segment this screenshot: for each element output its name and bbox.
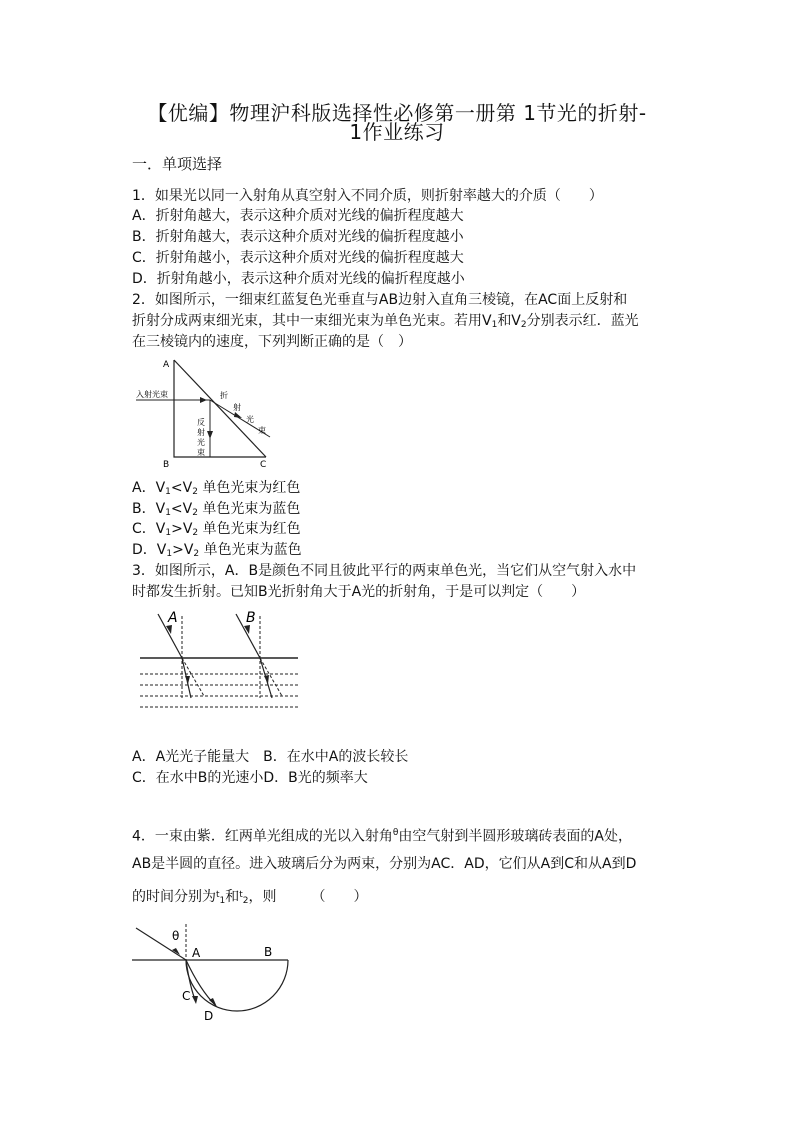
page-title-line2 xyxy=(0,116,794,145)
opt-part: A．V xyxy=(132,480,166,496)
q4-stem-part: 和 xyxy=(225,889,240,905)
reflect-char-2: 射 xyxy=(197,428,205,437)
point-a-label: A xyxy=(192,946,201,960)
time-symbol: t xyxy=(216,890,220,900)
q3-stem-line2: 时都发生折射。已知B光折射角大于A光的折射角，于是可以判定（ ） xyxy=(132,584,586,600)
q1-stem: 1．如果光以同一入射角从真空射入不同介质，则折射率越大的介质（ ） xyxy=(132,188,603,204)
q2-stem-part: 分别表示红．蓝光 xyxy=(526,313,639,329)
subscript: 2 xyxy=(192,508,198,518)
angle-theta-label: θ xyxy=(172,929,180,943)
opt-part: <V xyxy=(170,501,193,517)
q4-semicircle-figure xyxy=(130,920,300,1030)
subscript: 2 xyxy=(193,549,200,559)
reflect-char-4: 束 xyxy=(197,448,205,457)
q2-option-a xyxy=(132,479,300,501)
q2-stem-part: 和V xyxy=(497,313,521,329)
opt-part: B．V xyxy=(132,501,166,517)
subscript: 1 xyxy=(165,528,172,538)
q4-stem-line2: AB是半圆的直径。进入玻璃后分为两束，分别为AC．AD，它们从A到C和从A到D xyxy=(132,856,637,872)
subscript: 1 xyxy=(166,549,173,559)
opt-part: >V xyxy=(171,521,193,537)
subscript: 1 xyxy=(165,487,171,497)
q2-stem-line3: 在三棱镜内的速度，下列判断正确的是（ ） xyxy=(132,334,412,350)
q2-stem-line1: 2．如图所示，一细束红蓝复色光垂直与AB边射入直角三棱镜，在AC面上反射和 xyxy=(132,292,628,308)
prism-label-a: A xyxy=(163,360,170,370)
q1-option-c: C．折射角越小，表示这种介质对光线的偏折程度越大 xyxy=(132,250,464,266)
point-b-label: B xyxy=(264,945,273,959)
prism-label-c: C xyxy=(260,460,267,470)
q2-option-d xyxy=(132,541,302,563)
opt-part: 单色光束为蓝色 xyxy=(197,501,301,517)
q4-stem-line1 xyxy=(132,824,632,846)
subscript: 2 xyxy=(242,896,249,906)
refract-char-3: 光 xyxy=(246,415,254,424)
opt-part: >V xyxy=(172,542,194,558)
q2-stem-part: 折射分成两束细光束，其中一束细光束为单色光束。若用V xyxy=(132,313,492,329)
page-title-line2-text: 1作业练习 xyxy=(349,120,445,144)
reflect-char-3: 光 xyxy=(197,438,205,447)
opt-part: D．V xyxy=(132,542,167,558)
opt-part: 单色光束为红色 xyxy=(197,480,301,496)
q4-stem-part: 由空气射到半圆形玻璃砖表面的A处， xyxy=(398,828,632,845)
q2-option-c xyxy=(132,520,301,542)
subscript: 1 xyxy=(219,896,226,906)
theta-symbol: θ xyxy=(392,828,399,838)
beam-label-a: A xyxy=(168,610,178,626)
q1-option-b: B．折射角越大，表示这种介质对光线的偏折程度越小 xyxy=(132,229,464,245)
subscript: 1 xyxy=(165,508,171,518)
point-d-label: D xyxy=(204,1009,214,1023)
subscript: 2 xyxy=(192,528,199,538)
time-symbol: t xyxy=(239,890,243,900)
beam-label-b: B xyxy=(246,610,256,626)
q3-refraction-figure xyxy=(138,606,302,714)
q2-prism-figure xyxy=(130,355,280,475)
q4-stem-part: ，则 （ ） xyxy=(248,889,368,905)
refract-char-1: 折 xyxy=(220,391,228,400)
q3-options-line2: C．在水中B的光速小D．B光的频率大 xyxy=(132,770,368,786)
q2-stem-line2 xyxy=(132,312,639,334)
q2-option-b xyxy=(132,500,300,522)
q4-stem-part: 的时间分别为 xyxy=(132,889,216,905)
refract-char-2: 射 xyxy=(233,403,241,412)
subscript: 2 xyxy=(520,320,527,330)
q3-options-line1: A．A光光子能量大 B．在水中A的波长较长 xyxy=(132,749,409,765)
prism-label-b: B xyxy=(163,460,170,470)
q3-stem-line1: 3．如图所示，A．B是颜色不同且彼此平行的两束单色光，当它们从空气射入水中 xyxy=(132,563,637,579)
opt-part: C．V xyxy=(132,521,166,537)
q4-stem-part: 4．一束由紫．红两单光组成的光以入射角 xyxy=(132,828,393,845)
subscript: 1 xyxy=(491,320,498,330)
q4-stem-line3 xyxy=(132,886,368,910)
opt-part: 单色光束为红色 xyxy=(198,521,301,537)
opt-part: 单色光束为蓝色 xyxy=(199,542,302,558)
opt-part: <V xyxy=(170,480,193,496)
incident-beam-label: 入射光束 xyxy=(136,390,168,399)
q1-option-d: D．折射角越小，表示这种介质对光线的偏折程度越小 xyxy=(132,271,465,287)
point-c-label: C xyxy=(182,989,191,1003)
reflect-char-1: 反 xyxy=(197,418,205,427)
page-title: 【优编】物理沪科版选择性必修第一册第 1节光的折射- xyxy=(147,101,647,125)
subscript: 2 xyxy=(192,487,198,497)
section-heading: 一．单项选择 xyxy=(132,155,223,173)
q1-option-a: A．折射角越大，表示这种介质对光线的偏折程度越大 xyxy=(132,208,464,224)
refract-char-4: 束 xyxy=(258,426,266,435)
